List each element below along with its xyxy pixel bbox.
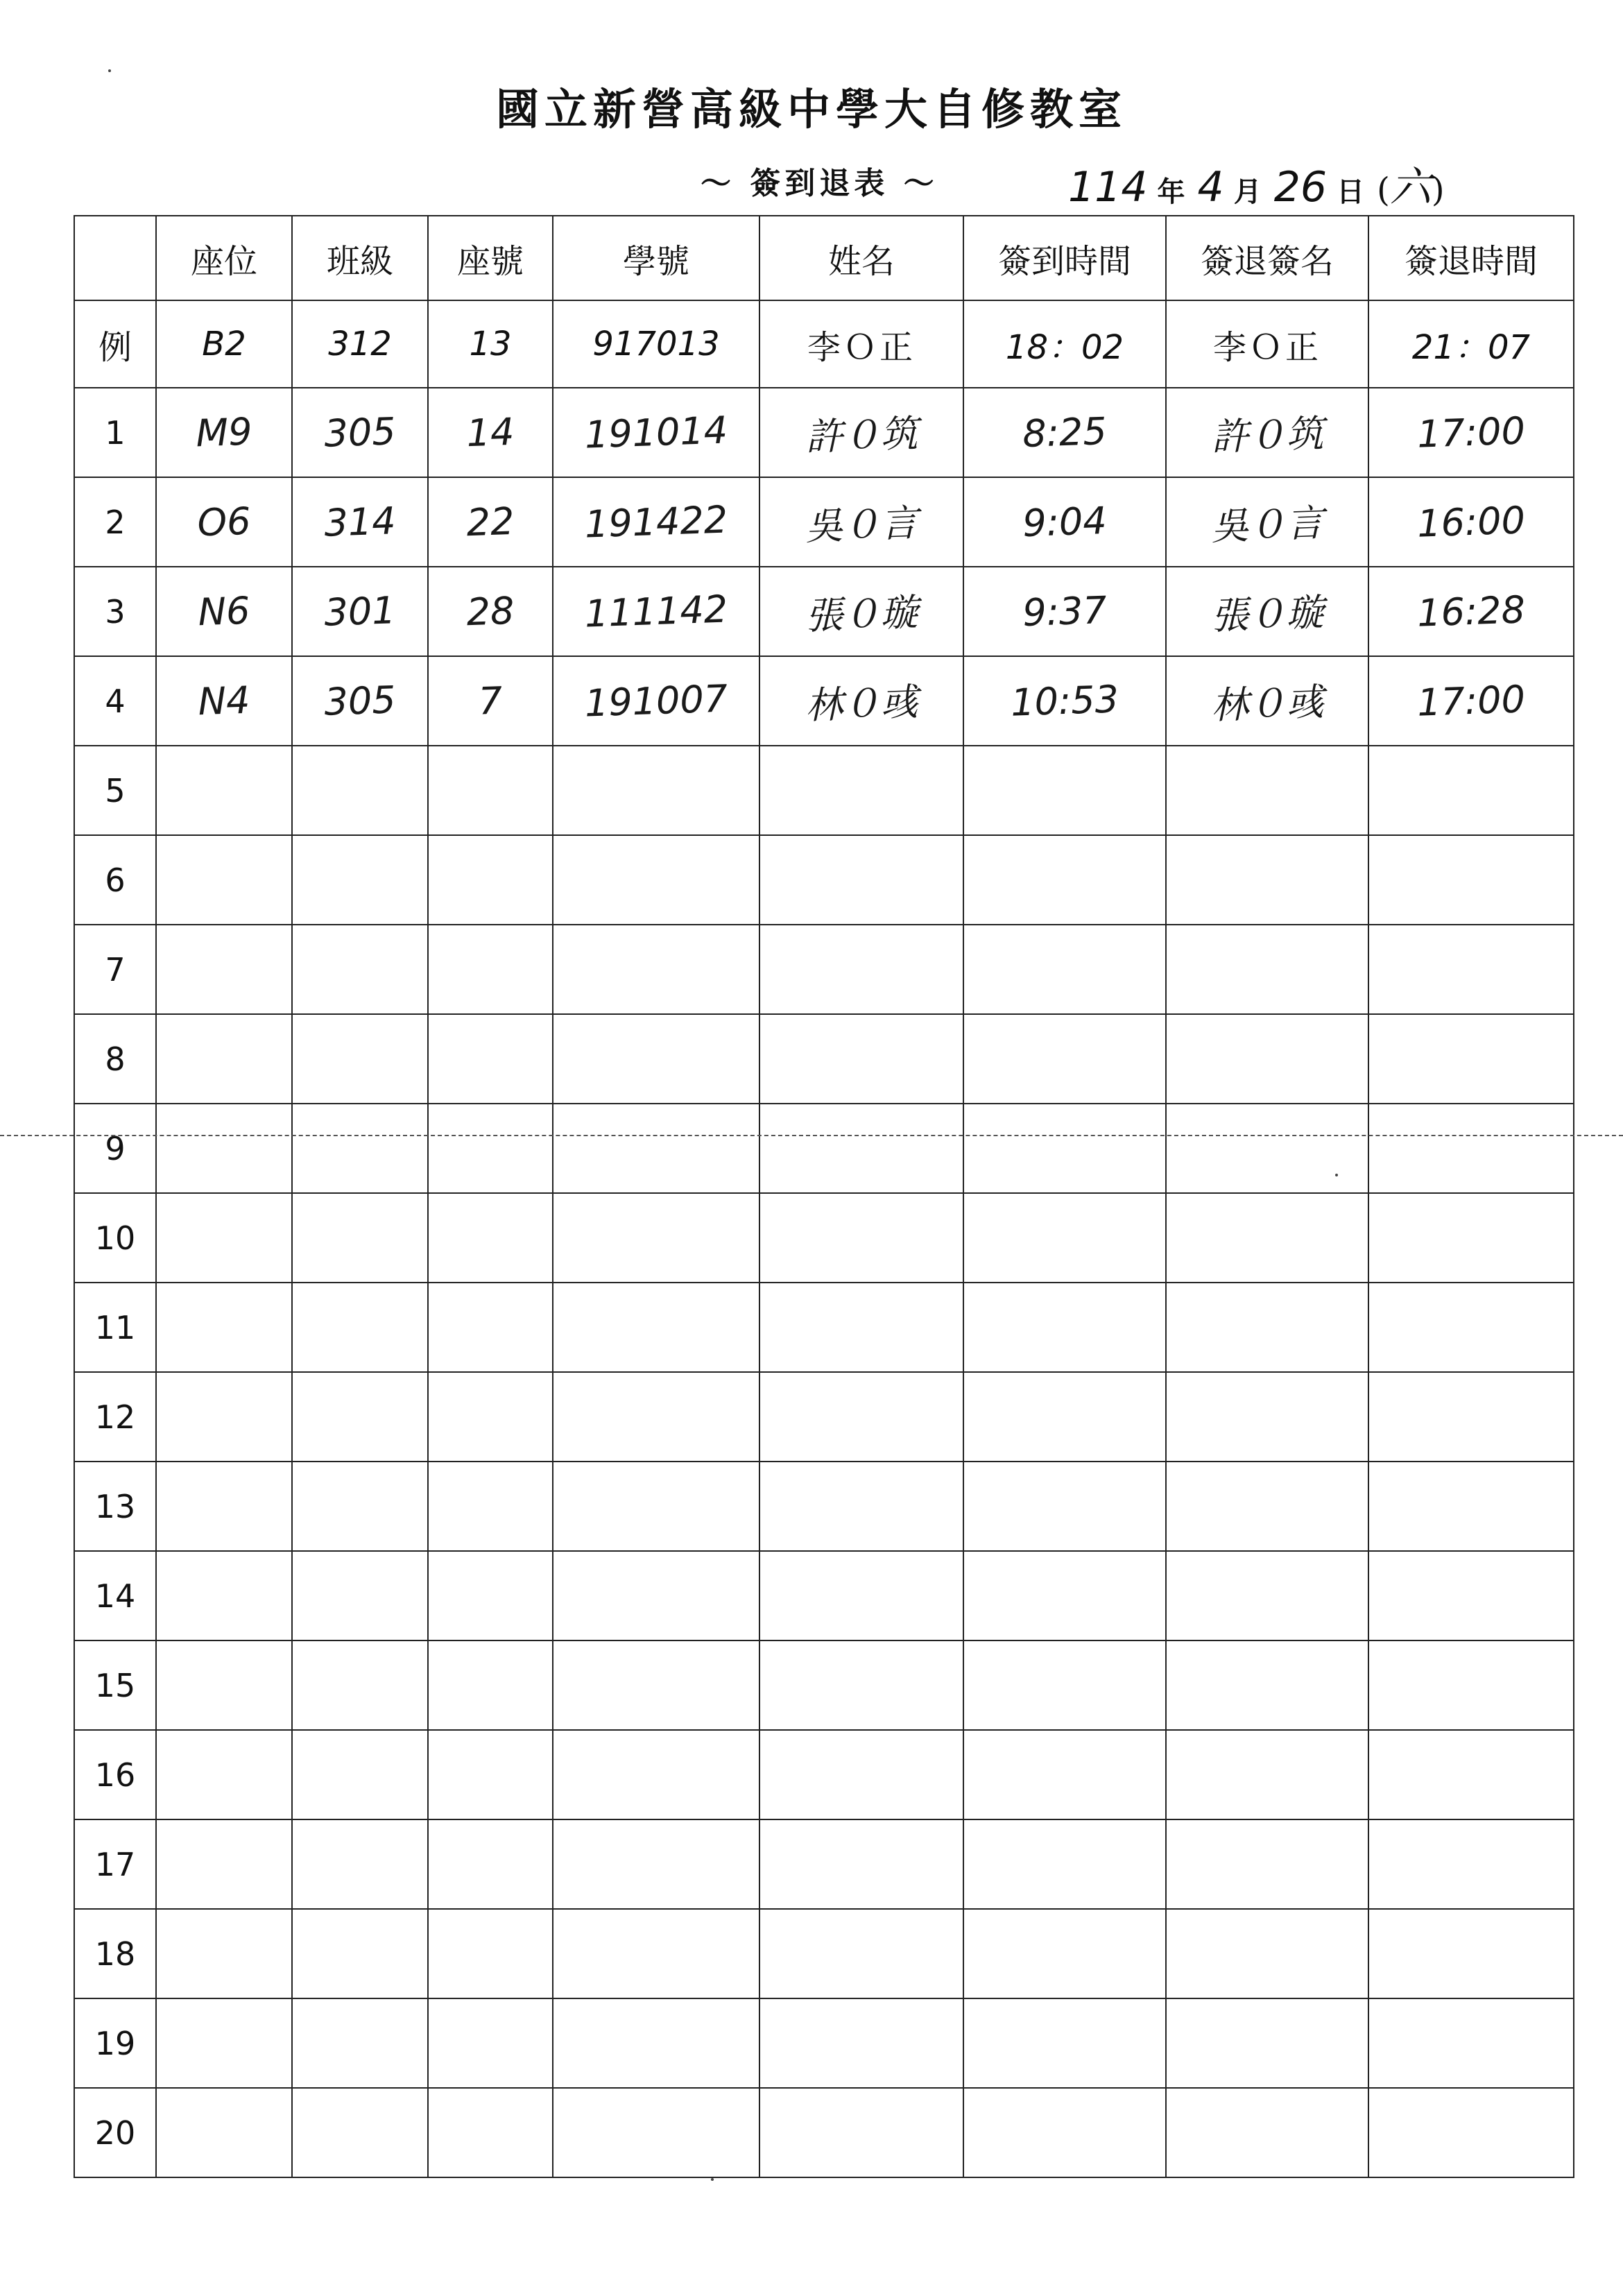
cell-name: 林０彧: [758, 653, 965, 749]
row-number: 8: [74, 1014, 156, 1104]
table-row: [74, 1998, 1574, 2088]
scan-speck: [108, 69, 111, 72]
cell-seat-no: [427, 1996, 554, 2090]
cell-checkin-time: [962, 832, 1167, 928]
cell-checkout-time: [1367, 1548, 1575, 1644]
cell-checkin-time: [962, 1279, 1167, 1376]
row-number: 3: [74, 567, 156, 656]
cell-name: [758, 832, 965, 928]
cell-seat-no: [427, 744, 554, 837]
cell-checkout-time: [1367, 1995, 1575, 2091]
cell-student-id: [551, 742, 761, 839]
cell-checkout-signature: [1165, 1100, 1370, 1197]
cell-seat-no: [427, 1370, 554, 1464]
table-row: [74, 1909, 1574, 1998]
cell-checkout-time: [1367, 1727, 1575, 1823]
cell-checkin-time: [962, 2084, 1167, 2181]
cell-class: [291, 1907, 429, 2001]
cell-checkin-time: 10:53: [962, 653, 1167, 749]
cell-seat: [155, 2086, 293, 2180]
table-row: [74, 1193, 1574, 1283]
cell-class: [291, 833, 429, 927]
cell-checkout-time: 17:00: [1367, 384, 1575, 481]
cell-checkout-time: [1367, 1190, 1575, 1286]
cell-checkout-signature: [1165, 1637, 1370, 1733]
cell-class: [291, 1012, 429, 1106]
cell-name: 吳０言: [758, 474, 965, 570]
cell-class: [291, 1280, 429, 1375]
cell-checkin-time: 8:25: [962, 384, 1167, 481]
cell-class: [291, 1102, 429, 1196]
cell-checkout-time: [1367, 742, 1575, 839]
cell-student-id: 191422: [551, 474, 761, 570]
cell-seat-no: [427, 923, 554, 1016]
cell-name: [758, 1279, 965, 1376]
example-checkout-time: 21：07: [1368, 300, 1574, 388]
cell-seat: [155, 1280, 293, 1375]
cell-class: [291, 744, 429, 838]
table-row: [74, 1104, 1574, 1193]
cell-checkout-time: [1367, 1369, 1575, 1465]
col-header-checkin-time: 簽到時間: [963, 216, 1166, 300]
cell-seat-no: [427, 1459, 554, 1553]
weekday-close: ): [1431, 171, 1445, 209]
table-row: [74, 1372, 1574, 1462]
table-row: [74, 925, 1574, 1014]
cell-student-id: 191014: [551, 384, 761, 481]
col-header-index: [74, 216, 156, 300]
cell-checkin-time: [962, 1458, 1167, 1554]
cell-seat-no: [427, 1728, 554, 1822]
table-row: [74, 388, 1574, 477]
cell-seat: [155, 1549, 293, 1643]
cell-class: [291, 1728, 429, 1822]
cell-name: [758, 1548, 965, 1644]
cell-seat-no: [427, 1102, 554, 1195]
cell-name: [758, 742, 965, 839]
cell-seat: [155, 744, 293, 838]
example-seat: B2: [156, 300, 292, 388]
cell-student-id: 191007: [551, 653, 761, 749]
row-number: 1: [74, 388, 156, 477]
col-header-seat-no: 座號: [428, 216, 553, 300]
cell-name: [758, 1995, 965, 2091]
row-number: 12: [74, 1372, 156, 1462]
header-row: [74, 216, 1574, 300]
cell-seat: [155, 1996, 293, 2091]
cell-checkin-time: [962, 921, 1167, 1018]
table-row: [74, 567, 1574, 656]
row-number: 14: [74, 1551, 156, 1640]
scan-speck: [711, 2178, 714, 2181]
date-year: 114: [1068, 163, 1148, 212]
cell-student-id: [551, 921, 761, 1018]
cell-seat-no: 14: [427, 386, 554, 479]
example-class: 312: [292, 300, 428, 388]
cell-name: [758, 1458, 965, 1554]
cell-seat-no: [427, 1907, 554, 2001]
cell-student-id: [551, 832, 761, 928]
cell-checkout-time: [1367, 1458, 1575, 1554]
cell-class: [291, 1549, 429, 1643]
table-row: [74, 2088, 1574, 2177]
cell-checkout-time: [1367, 1905, 1575, 2002]
cell-student-id: [551, 1100, 761, 1197]
cell-seat-no: [427, 1549, 554, 1643]
cell-seat-no: [427, 1280, 554, 1374]
row-number: 11: [74, 1283, 156, 1372]
col-header-checkout-signature: 簽退簽名: [1166, 216, 1368, 300]
table-row: [74, 1462, 1574, 1551]
cell-checkout-signature: [1165, 1905, 1370, 2002]
row-number: 5: [74, 746, 156, 835]
table-row: [74, 835, 1574, 925]
cell-seat: [155, 1907, 293, 2001]
cell-student-id: [551, 1279, 761, 1376]
cell-seat: [155, 1817, 293, 1912]
row-number: 19: [74, 1998, 156, 2088]
cell-checkin-time: [962, 1637, 1167, 1733]
cell-checkin-time: 9:04: [962, 474, 1167, 570]
cell-checkin-time: [962, 1011, 1167, 1107]
example-checkout-signature: 李Ｏ正: [1166, 300, 1368, 388]
scan-speck: [1335, 1174, 1338, 1176]
col-header-student-id: 學號: [553, 216, 759, 300]
cell-checkout-time: [1367, 1637, 1575, 1733]
cell-name: [758, 1727, 965, 1823]
cell-checkout-time: [1367, 1100, 1575, 1197]
date-day: 26: [1273, 163, 1328, 212]
cell-student-id: [551, 1727, 761, 1823]
cell-name: [758, 1011, 965, 1107]
row-number: 6: [74, 835, 156, 925]
cell-class: [291, 1817, 429, 1912]
cell-name: 許０筑: [758, 384, 965, 481]
cell-seat-no: 7: [427, 654, 554, 748]
row-number: 13: [74, 1462, 156, 1551]
cell-checkin-time: [962, 1100, 1167, 1197]
cell-seat-no: 22: [427, 475, 554, 569]
date-year-label: 年: [1157, 175, 1185, 208]
cell-checkout-signature: [1165, 1995, 1370, 2091]
date-month-label: 月: [1233, 175, 1262, 208]
cell-student-id: [551, 1369, 761, 1465]
example-row: [74, 300, 1574, 388]
cell-checkin-time: [962, 1548, 1167, 1644]
cell-checkout-signature: [1165, 1190, 1370, 1286]
table-row: [74, 1819, 1574, 1909]
cell-checkout-time: 16:28: [1367, 563, 1575, 660]
cell-class: 301: [291, 565, 429, 659]
cell-checkin-time: [962, 1905, 1167, 2002]
row-number: 15: [74, 1640, 156, 1730]
cell-seat: O6: [155, 475, 293, 569]
cell-name: [758, 1100, 965, 1197]
weekday-open: (: [1377, 171, 1390, 209]
cell-seat: [155, 1370, 293, 1464]
cell-checkout-signature: [1165, 832, 1370, 928]
cell-student-id: [551, 1995, 761, 2091]
cell-checkout-signature: [1165, 1369, 1370, 1465]
table-row: [74, 1640, 1574, 1730]
cell-class: [291, 2086, 429, 2180]
cell-student-id: [551, 1011, 761, 1107]
cell-checkout-signature: [1165, 921, 1370, 1018]
col-header-seat: 座位: [156, 216, 292, 300]
cell-name: [758, 921, 965, 1018]
cell-seat: [155, 1459, 293, 1554]
cell-class: 305: [291, 654, 429, 748]
cell-seat: [155, 1638, 293, 1733]
cell-checkout-time: [1367, 1279, 1575, 1376]
cell-class: [291, 1459, 429, 1554]
cell-seat: [155, 1102, 293, 1196]
cell-seat: N6: [155, 565, 293, 659]
cell-class: [291, 1191, 429, 1285]
cell-checkout-signature: [1165, 1458, 1370, 1554]
row-number: 16: [74, 1730, 156, 1819]
table-row: [74, 746, 1574, 835]
cell-checkin-time: [962, 1995, 1167, 2091]
cell-seat-no: [427, 833, 554, 927]
cell-class: [291, 1638, 429, 1733]
cell-class: [291, 1370, 429, 1464]
cell-seat-no: [427, 1012, 554, 1106]
cell-name: [758, 1369, 965, 1465]
example-seat-no: 13: [428, 300, 553, 388]
date-day-label: 日: [1337, 175, 1365, 208]
cell-name: [758, 1190, 965, 1286]
table-row: [74, 656, 1574, 746]
example-checkin-time: 18：02: [963, 300, 1166, 388]
row-number: 4: [74, 656, 156, 746]
cell-seat-no: 28: [427, 565, 554, 658]
cell-name: [758, 2084, 965, 2181]
cell-name: [758, 1637, 965, 1733]
cell-checkout-signature: 吳０言: [1165, 474, 1370, 570]
cell-seat-no: [427, 1638, 554, 1732]
cell-class: [291, 923, 429, 1017]
cell-checkout-signature: [1165, 742, 1370, 839]
cell-checkout-time: [1367, 921, 1575, 1018]
sheet-title: 國立新營高級中學大自修教室: [495, 84, 1127, 135]
table-row: [74, 1730, 1574, 1819]
example-student-id: 917013: [553, 300, 759, 388]
table-row: [74, 1283, 1574, 1372]
cell-seat: [155, 923, 293, 1017]
sheet-subtitle: ～ 簽到退表 ～: [701, 166, 938, 201]
cell-checkin-time: [962, 1727, 1167, 1823]
cell-checkin-time: [962, 742, 1167, 839]
cell-checkin-time: [962, 1369, 1167, 1465]
table-row: [74, 1551, 1574, 1640]
table-row: [74, 477, 1574, 567]
cell-name: [758, 1816, 965, 1912]
row-number: 20: [74, 2088, 156, 2177]
cell-name: 張０璇: [758, 563, 965, 660]
cell-checkout-signature: 張０璇: [1165, 563, 1370, 660]
cell-class: [291, 1996, 429, 2091]
cell-student-id: [551, 2084, 761, 2181]
date-line: [1068, 154, 1445, 212]
row-number: 18: [74, 1909, 156, 1998]
col-header-class: 班級: [292, 216, 428, 300]
date-weekday: 六: [1389, 163, 1432, 212]
table-row: [74, 1014, 1574, 1104]
cell-checkout-time: 16:00: [1367, 474, 1575, 570]
cell-checkout-signature: [1165, 1279, 1370, 1376]
cell-student-id: [551, 1637, 761, 1733]
cell-class: 314: [291, 475, 429, 569]
cell-seat: N4: [155, 654, 293, 748]
fold-line: [0, 1135, 1623, 1136]
example-label: 例: [74, 300, 156, 388]
cell-seat-no: [427, 2086, 554, 2179]
cell-student-id: [551, 1816, 761, 1912]
cell-class: 305: [291, 386, 429, 480]
cell-checkout-time: [1367, 2084, 1575, 2181]
col-header-checkout-time: 簽退時間: [1368, 216, 1574, 300]
date-month: 4: [1197, 163, 1224, 212]
cell-name: [758, 1905, 965, 2002]
cell-seat: [155, 1191, 293, 1285]
cell-seat: [155, 1728, 293, 1822]
cell-checkout-signature: 許０筑: [1165, 384, 1370, 481]
cell-seat-no: [427, 1817, 554, 1911]
cell-checkin-time: [962, 1816, 1167, 1912]
cell-checkout-time: [1367, 832, 1575, 928]
cell-student-id: [551, 1905, 761, 2002]
cell-checkout-signature: [1165, 1548, 1370, 1644]
cell-checkout-signature: 林０彧: [1165, 653, 1370, 749]
row-number: 17: [74, 1819, 156, 1909]
row-number: 7: [74, 925, 156, 1014]
cell-seat-no: [427, 1191, 554, 1285]
col-header-name: 姓名: [759, 216, 963, 300]
cell-checkout-time: 17:00: [1367, 653, 1575, 749]
cell-checkout-signature: [1165, 2084, 1370, 2181]
cell-seat: [155, 833, 293, 927]
example-name: 李Ｏ正: [759, 300, 963, 388]
row-number: 9: [74, 1104, 156, 1193]
cell-seat: M9: [155, 386, 293, 480]
cell-student-id: 111142: [551, 563, 761, 660]
cell-checkout-signature: [1165, 1816, 1370, 1912]
cell-checkout-time: [1367, 1011, 1575, 1107]
row-number: 2: [74, 477, 156, 567]
signin-table: [74, 215, 1574, 2178]
cell-seat: [155, 1012, 293, 1106]
cell-checkout-signature: [1165, 1727, 1370, 1823]
cell-checkin-time: 9:37: [962, 563, 1167, 660]
cell-student-id: [551, 1548, 761, 1644]
cell-student-id: [551, 1190, 761, 1286]
cell-checkout-signature: [1165, 1011, 1370, 1107]
cell-checkout-time: [1367, 1816, 1575, 1912]
row-number: 10: [74, 1193, 156, 1283]
cell-checkin-time: [962, 1190, 1167, 1286]
cell-student-id: [551, 1458, 761, 1554]
